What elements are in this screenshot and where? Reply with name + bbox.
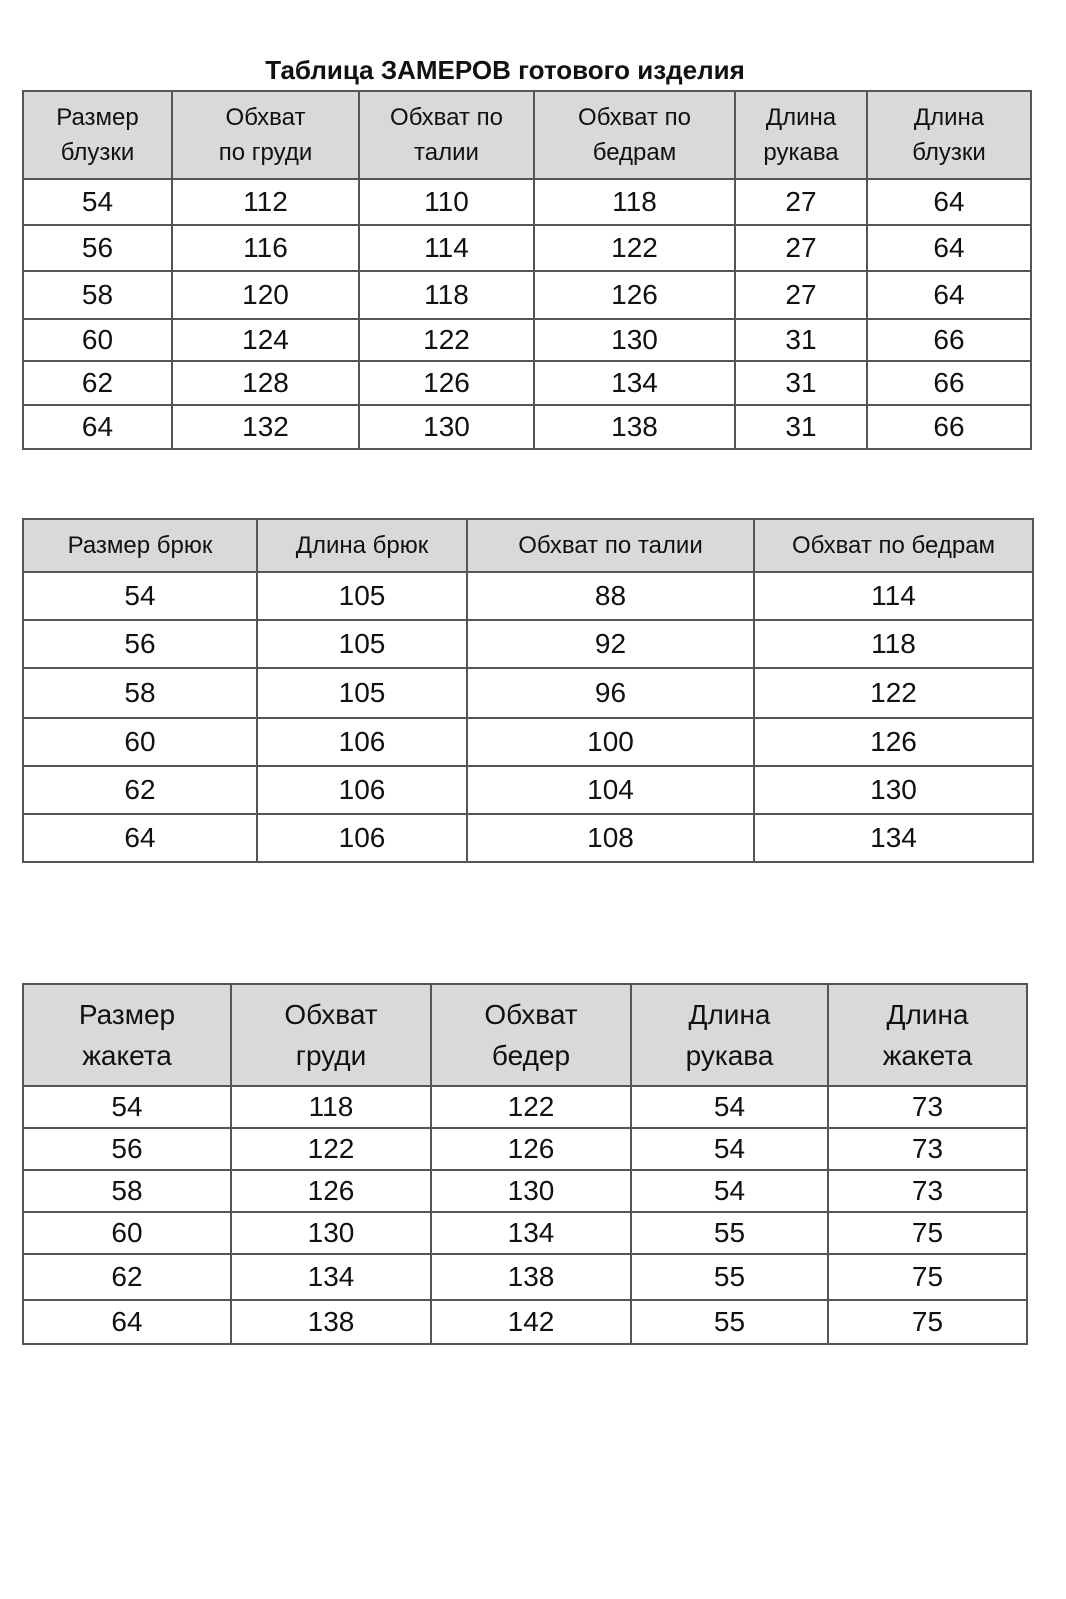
header-trousers-length: Длина брюк bbox=[257, 519, 467, 572]
header-sleeve-length: Длина рукава bbox=[735, 91, 867, 179]
header-hips: Обхват по бедрам bbox=[754, 519, 1033, 572]
header-waist: Обхват по талии bbox=[359, 91, 534, 179]
table-cell: 130 bbox=[359, 405, 534, 449]
page-title: Таблица ЗАМЕРОВ готового изделия bbox=[265, 55, 745, 85]
table-cell: 92 bbox=[467, 620, 754, 668]
table-cell: 132 bbox=[172, 405, 359, 449]
table-cell: 118 bbox=[359, 271, 534, 319]
table-cell: 56 bbox=[23, 620, 257, 668]
table-cell: 108 bbox=[467, 814, 754, 862]
header-blouse-size: Размер блузки bbox=[23, 91, 172, 179]
table-cell: 75 bbox=[828, 1254, 1027, 1300]
table-header-row bbox=[23, 519, 1033, 572]
trousers-measurements-table bbox=[22, 518, 1034, 863]
table-cell: 54 bbox=[631, 1170, 828, 1212]
table-cell: 130 bbox=[231, 1212, 431, 1254]
header-jacket-size: Размер жакета bbox=[23, 984, 231, 1086]
table-row bbox=[23, 814, 1033, 862]
table-cell: 31 bbox=[735, 319, 867, 361]
jacket-measurements-table bbox=[22, 983, 1028, 1345]
table-row bbox=[23, 1086, 1027, 1128]
header-hips: Обхват бедер bbox=[431, 984, 631, 1086]
table-header-row bbox=[23, 984, 1027, 1086]
table-cell: 64 bbox=[867, 225, 1031, 271]
table-cell: 118 bbox=[754, 620, 1033, 668]
table-cell: 118 bbox=[534, 179, 735, 225]
table-cell: 106 bbox=[257, 766, 467, 814]
table-cell: 60 bbox=[23, 319, 172, 361]
table-row bbox=[23, 1170, 1027, 1212]
table-cell: 62 bbox=[23, 1254, 231, 1300]
table-cell: 64 bbox=[867, 271, 1031, 319]
table-cell: 116 bbox=[172, 225, 359, 271]
table-row bbox=[23, 572, 1033, 620]
table-cell: 31 bbox=[735, 405, 867, 449]
table-cell: 130 bbox=[534, 319, 735, 361]
header-blouse-length: Длина блузки bbox=[867, 91, 1031, 179]
table-cell: 128 bbox=[172, 361, 359, 405]
table-cell: 56 bbox=[23, 225, 172, 271]
table-cell: 126 bbox=[231, 1170, 431, 1212]
header-trousers-size: Размер брюк bbox=[23, 519, 257, 572]
table-cell: 64 bbox=[867, 179, 1031, 225]
table-cell: 122 bbox=[231, 1128, 431, 1170]
table-row bbox=[23, 179, 1031, 225]
table-cell: 112 bbox=[172, 179, 359, 225]
header-jacket-length: Длина жакета bbox=[828, 984, 1027, 1086]
table-row bbox=[23, 405, 1031, 449]
header-bust: Обхват по груди bbox=[172, 91, 359, 179]
table-cell: 54 bbox=[631, 1128, 828, 1170]
table-cell: 56 bbox=[23, 1128, 231, 1170]
table-cell: 64 bbox=[23, 1300, 231, 1344]
table-row bbox=[23, 1300, 1027, 1344]
table-cell: 66 bbox=[867, 361, 1031, 405]
table-cell: 96 bbox=[467, 668, 754, 718]
table-cell: 54 bbox=[23, 179, 172, 225]
table-cell: 64 bbox=[23, 814, 257, 862]
header-hips: Обхват по бедрам bbox=[534, 91, 735, 179]
table-cell: 58 bbox=[23, 668, 257, 718]
table-cell: 64 bbox=[23, 405, 172, 449]
table-cell: 114 bbox=[359, 225, 534, 271]
table-cell: 105 bbox=[257, 572, 467, 620]
table-cell: 134 bbox=[431, 1212, 631, 1254]
header-sleeve-length: Длина рукава bbox=[631, 984, 828, 1086]
table-row bbox=[23, 319, 1031, 361]
table-cell: 122 bbox=[534, 225, 735, 271]
table-cell: 122 bbox=[359, 319, 534, 361]
table-cell: 55 bbox=[631, 1254, 828, 1300]
header-bust: Обхват груди bbox=[231, 984, 431, 1086]
table-cell: 130 bbox=[754, 766, 1033, 814]
table-cell: 62 bbox=[23, 766, 257, 814]
table-cell: 105 bbox=[257, 668, 467, 718]
table-cell: 75 bbox=[828, 1212, 1027, 1254]
table-row bbox=[23, 361, 1031, 405]
table-cell: 122 bbox=[431, 1086, 631, 1128]
table-cell: 54 bbox=[631, 1086, 828, 1128]
table-row bbox=[23, 1212, 1027, 1254]
table-cell: 66 bbox=[867, 405, 1031, 449]
table-cell: 55 bbox=[631, 1212, 828, 1254]
table-cell: 134 bbox=[534, 361, 735, 405]
table-cell: 126 bbox=[534, 271, 735, 319]
table-cell: 114 bbox=[754, 572, 1033, 620]
table-row bbox=[23, 766, 1033, 814]
table-cell: 105 bbox=[257, 620, 467, 668]
table-cell: 73 bbox=[828, 1128, 1027, 1170]
table-cell: 134 bbox=[231, 1254, 431, 1300]
table-cell: 142 bbox=[431, 1300, 631, 1344]
table-cell: 58 bbox=[23, 1170, 231, 1212]
table-cell: 66 bbox=[867, 319, 1031, 361]
table-cell: 73 bbox=[828, 1170, 1027, 1212]
table-row bbox=[23, 620, 1033, 668]
blouse-measurements-table bbox=[22, 90, 1032, 450]
table-cell: 75 bbox=[828, 1300, 1027, 1344]
table-cell: 31 bbox=[735, 361, 867, 405]
table-cell: 100 bbox=[467, 718, 754, 766]
table-cell: 138 bbox=[231, 1300, 431, 1344]
table-cell: 62 bbox=[23, 361, 172, 405]
table-row bbox=[23, 225, 1031, 271]
header-waist: Обхват по талии bbox=[467, 519, 754, 572]
table-cell: 60 bbox=[23, 1212, 231, 1254]
table-row bbox=[23, 668, 1033, 718]
table-cell: 138 bbox=[534, 405, 735, 449]
table-cell: 60 bbox=[23, 718, 257, 766]
table-cell: 120 bbox=[172, 271, 359, 319]
table-cell: 138 bbox=[431, 1254, 631, 1300]
table-row bbox=[23, 271, 1031, 319]
table-cell: 73 bbox=[828, 1086, 1027, 1128]
table-cell: 126 bbox=[431, 1128, 631, 1170]
table-cell: 124 bbox=[172, 319, 359, 361]
table-cell: 106 bbox=[257, 814, 467, 862]
table-cell: 122 bbox=[754, 668, 1033, 718]
table-cell: 27 bbox=[735, 271, 867, 319]
table-cell: 58 bbox=[23, 271, 172, 319]
table-row bbox=[23, 1254, 1027, 1300]
table-cell: 130 bbox=[431, 1170, 631, 1212]
table-cell: 54 bbox=[23, 1086, 231, 1128]
table-cell: 126 bbox=[754, 718, 1033, 766]
table-cell: 27 bbox=[735, 179, 867, 225]
table-header-row bbox=[23, 91, 1031, 179]
table-cell: 54 bbox=[23, 572, 257, 620]
table-cell: 55 bbox=[631, 1300, 828, 1344]
table-cell: 126 bbox=[359, 361, 534, 405]
table-row bbox=[23, 1128, 1027, 1170]
table-cell: 134 bbox=[754, 814, 1033, 862]
table-cell: 104 bbox=[467, 766, 754, 814]
table-cell: 118 bbox=[231, 1086, 431, 1128]
table-cell: 106 bbox=[257, 718, 467, 766]
table-cell: 88 bbox=[467, 572, 754, 620]
table-row bbox=[23, 718, 1033, 766]
table-cell: 27 bbox=[735, 225, 867, 271]
table-cell: 110 bbox=[359, 179, 534, 225]
